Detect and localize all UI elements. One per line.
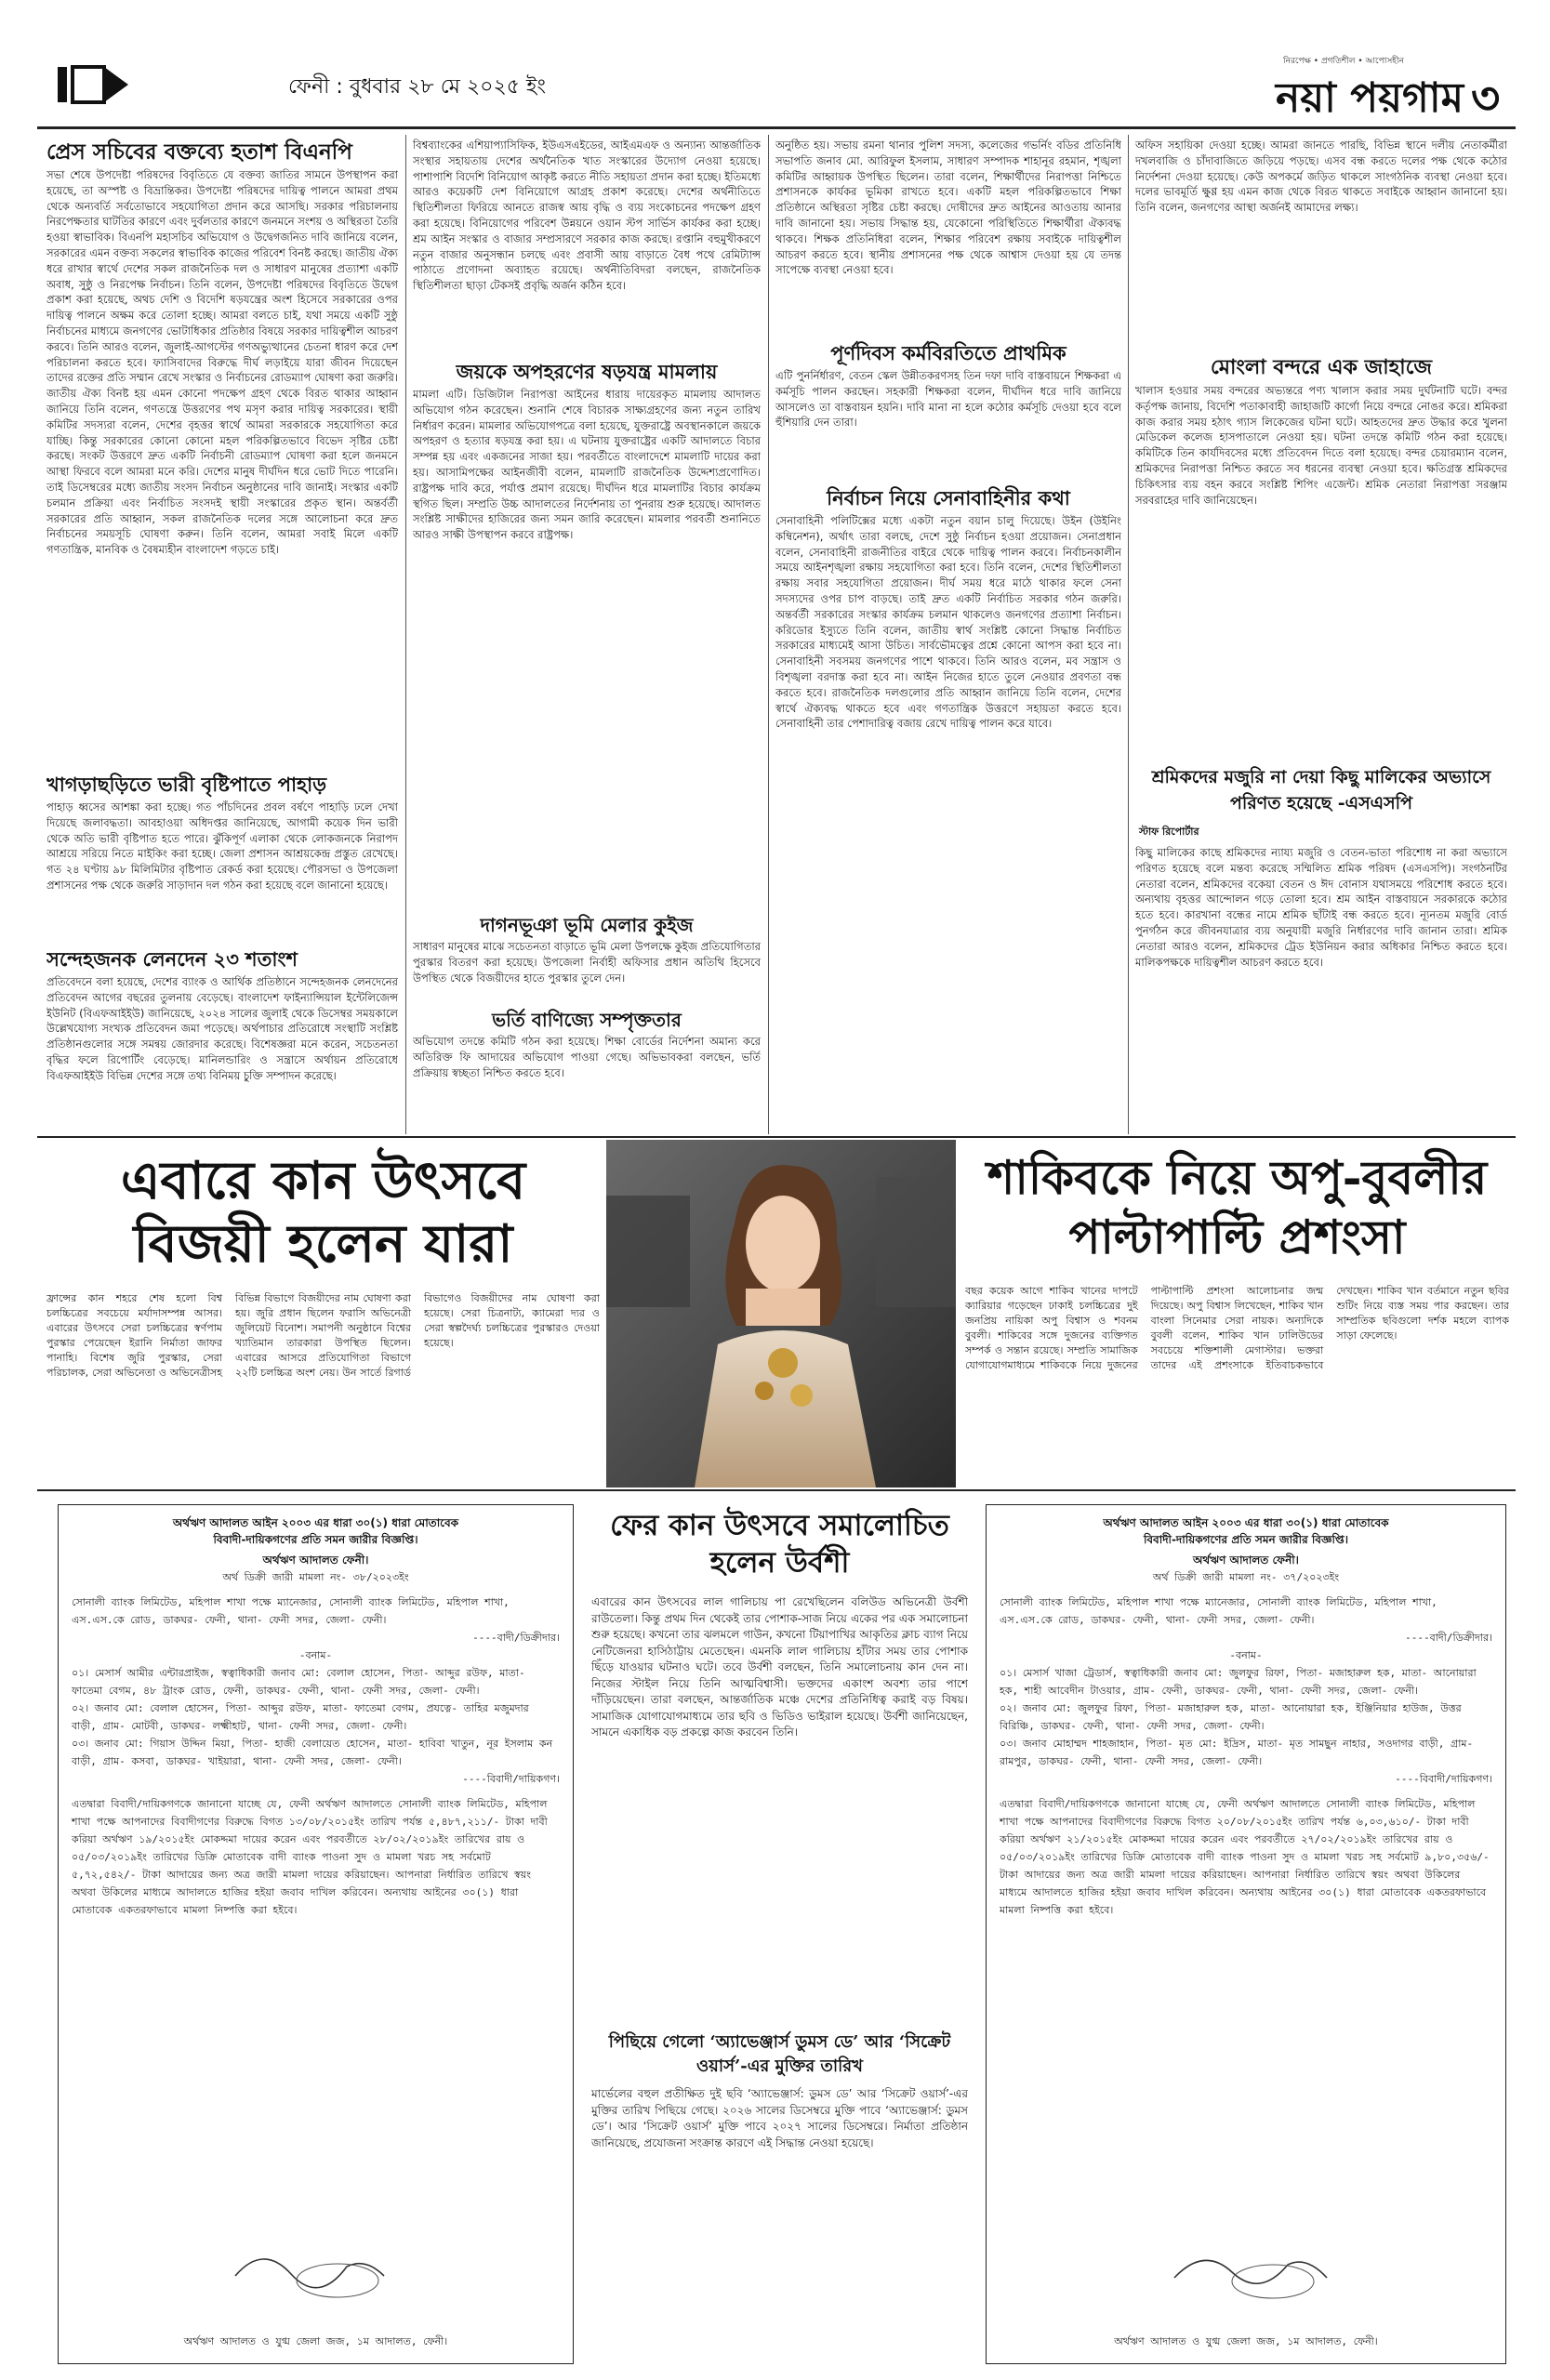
story-subheadline: পিছিয়ে গেলো ‘অ্যাভেঞ্জার্স ডুমস ডে’ আর ‘সিক্রেট ওয়ার্স’-এর মুক্তির তারিখ [608, 2032, 951, 2077]
notice-title: বিবাদী-দায়িকগণের প্রতি সমন জারীর বিজ্ঞপ্তি। [213, 1533, 418, 1546]
article-headline: প্রেস সচিবের বক্তব্যে হতাশ বিএনপি [46, 139, 352, 165]
article-byline: স্টাফ রিপোর্টার [1139, 826, 1199, 838]
article-body: খালাস হওয়ার সময় বন্দরের অভ্যন্তরে পণ্য খালাস করার সময় দুর্ঘটনাটি ঘটে। বন্দর কর্তৃপক্ষ জানায়, বিদেশি পতাকাবাহী জাহাজটি কার্গো নিয়ে বন্দরে নোঙর করে। শ্রমিকরা কাজ করার সময় হঠাৎ গ্যাস লিকেজের ঘটনা ঘটে। আহতদের দ্রুত উদ্ধার করে খুলনা মেডিকেল কলেজ হাসপাতালে নেওয়া হয়। ঘটনা তদন্তে কমিটি গঠন করা হয়েছে। কমিটিকে তিন কার্যদিবসের মধ্যে প্রতিবেদন দিতে বলা হয়েছে। বন্দর চেয়ারম্যান বলেন, শ্রমিকদের নিরাপত্তা নিশ্চিত করতে সব ধরনের ব্যবস্থা নেওয়া হবে। ক্ষতিগ্রস্ত শ্রমিকদের চিকিৎসার ব্যয় বহন করবে সংশ্লিষ্ট শিপিং এজেন্ট। শ্রমিক নেতারা নিরাপত্তা সরঞ্জাম সরবরাহের দাবি জানিয়েছেন। [1135, 384, 1507, 507]
article-headline: মোংলা বন্দরে এক জাহাজে [1210, 355, 1433, 379]
legal-notice [986, 1504, 1506, 2364]
article-headline: সন্দেহজনক লেনদেন ২৩ শতাংশ [46, 947, 298, 971]
notice-title: অর্থঋণ আদালত আইন ২০০৩ এর ধারা ৩০(১) ধারা মোতাবেক [172, 1516, 459, 1529]
urvashi-photo [606, 1140, 956, 1488]
article-headline: শ্রমিকদের মজুরি না দেয়া কিছু মালিকের অভ্যাসে পরিণত হয়েছে -এসএসপি [1151, 767, 1491, 813]
article-headline: জয়কে অপহরণের ষড়যন্ত্র মামলায় [456, 360, 718, 383]
article-body: এটি পুনর্নির্ধারণ, বেতন স্কেল উন্নীতকরণসহ তিন দফা দাবি বাস্তবায়নে শিক্ষকরা এ কর্মসূচি পালন করছেন। সহকারী শিক্ষকরা বলেন, দীর্ঘদিন ধরে দাবি জানিয়ে আসলেও তা বাস্তবায়ন হয়নি। দাবি মানা না হলে কঠোর কর্মসূচি দেওয়া হবে বলে হুঁশিয়ারি দেন তারা। [775, 369, 1121, 430]
defendant: ০২। জনাব মো: বেলাল হোসেন, পিতা- আব্দুর রউফ, মাতা- ফাতেমা বেগম, প্রযত্নে- তাহির মজুমদার বাড়ী, গ্রাম- মোটবী, ডাকঘর- লক্ষ্মীহাট, থানা- ফেনী সদর, জেলা- ফেনী। [72, 1702, 536, 1732]
signature-stamp [226, 2239, 412, 2304]
urvashi-story [591, 1504, 968, 2364]
article-body: পাহাড় ধ্বসের আশঙ্কা করা হচ্ছে। গত পাঁচদিনের প্রবল বর্ষণে পাহাড়ি ঢলে দেখা দিয়েছে জলাবদ্ধতা। আবহাওয়া অধিদপ্তর জানিয়েছে, আগামী কয়েক দিন ভারী থেকে অতি ভারী বৃষ্টিপাত হতে পারে। ঝুঁকিপূর্ণ এলাকা থেকে লোকজনকে নিরাপদ আশ্রয়ে সরিয়ে নিতে মাইকিং করা হচ্ছে। জেলা প্রশাসন আশ্রয়কেন্দ্র প্রস্তুত রেখেছে। গত ২৪ ঘণ্টায় ৯৮ মিলিমিটার বৃষ্টিপাত রেকর্ড করা হয়েছে। পৌরসভা ও উপজেলা প্রশাসনের পক্ষ থেকে জরুরি সাড়াদান দল গঠন করা হয়েছে বলে জানানো হয়েছে। [46, 800, 398, 892]
article-body: সেনাবাহিনী পলিটিক্সের মধ্যে একটা নতুন বয়ান চালু দিয়েছে। উইন (উইনিং কম্বিনেশন), অর্থাৎ তারা বলছে, দেশে সুষ্ঠু নির্বাচন হওয়া প্রয়োজন। সেনাপ্রধান বলেন, সেনাবাহিনী রাজনীতির বাইরে থেকে দায়িত্ব পালন করবে। নির্বাচনকালীন সময়ে আইনশৃঙ্খলা রক্ষায় সহযোগিতা করা হবে। তিনি বলেন, দেশের স্থিতিশীলতা রক্ষায় সবার সহযোগিতা প্রয়োজন। দীর্ঘ সময় ধরে মাঠে থাকার ফলে সেনা সদস্যদের ওপর চাপ বাড়ছে। তাই দ্রুত একটি নির্বাচিত সরকার গঠন জরুরি। অন্তর্বর্তী সরকারের সংস্কার কার্যক্রম চলমান থাকলেও জনগণের প্রত্যাশা নির্বাচন। করিডোর ইস্যুতে তিনি বলেন, জাতীয় স্বার্থ সংশ্লিষ্ট কোনো সিদ্ধান্ত নির্বাচিত সরকারের মাধ্যমেই আসা উচিত। সার্বভৌমত্বের প্রশ্নে কোনো আপস করা হবে না। সেনাবাহিনী সবসময় জনগণের পাশে থাকবে। তিনি আরও বলেন, মব সন্ত্রাস ও বিশৃঙ্খলা বরদাস্ত করা হবে না। আইন নিজের হাতে তুলে নেওয়ার প্রবণতা বন্ধ করতে হবে। রাজনৈতিক দলগুলোর প্রতি আহ্বান জানিয়ে তিনি বলেন, দেশের স্বার্থে ঐক্যবদ্ধ থাকতে হবে এবং গণতান্ত্রিক উত্তরণে সহায়তা করতে হবে। সেনাবাহিনী তার পেশাদারিত্ব বজায় রেখে দায়িত্ব পালন করে যাবে। [775, 514, 1121, 731]
feature-headline: পাল্টাপাল্টি প্রশংসা [1068, 1209, 1406, 1264]
case-number: অর্থ ডিক্রী জারী মামলা নং- ৩৭/২০২৩ইং [1152, 1571, 1340, 1583]
notice-title: অর্থঋণ আদালত আইন ২০০৩ এর ধারা ৩০(১) ধারা মোতাবেক [1103, 1516, 1389, 1529]
article-body: মামলা এটি। ডিজিটাল নিরাপত্তা আইনের ধারায় দায়েরকৃত মামলায় আদালত অভিযোগ গঠন করেছেন। শুনানি শেষে বিচারক সাক্ষ্যগ্রহণের জন্য নতুন তারিখ নির্ধারণ করেন। মামলার অভিযোগপত্রে বলা হয়েছে, যুক্তরাষ্ট্রে অবস্থানকালে জয়কে অপহরণ ও হত্যার ষড়যন্ত্র করা হয়। এ ঘটনায় যুক্তরাষ্ট্রের একটি আদালতে বিচার সম্পন্ন হয় এবং একজনের সাজা হয়। পরবর্তীতে বাংলাদেশে মামলাটি দায়ের করা হয়। আসামিপক্ষের আইনজীবী বলেন, মামলাটি রাজনৈতিক উদ্দেশ্যপ্রণোদিত। রাষ্ট্রপক্ষ দাবি করে, পর্যাপ্ত প্রমাণ রয়েছে। দীর্ঘদিন ধরে মামলাটির বিচার কার্যক্রম স্থগিত ছিল। সম্প্রতি উচ্চ আদালতের নির্দেশনায় তা পুনরায় শুরু হয়েছে। আদালত সংশ্লিষ্ট সাক্ষীদের হাজিরের জন্য সমন জারি করেছেন। মামলার পরবর্তী শুনানিতে আরও সাক্ষী উপস্থাপন করবে রাষ্ট্রপক্ষ। [413, 388, 761, 542]
defendant-tag: ----বিবাদী/দায়িকগণ। [462, 1773, 560, 1785]
news-column-1 [46, 138, 398, 1132]
page-date: ফেনী : বুধবার ২৮ মে ২০২৫ ইং [288, 75, 546, 99]
paper-tagline: নিরপেক্ষ • প্রগতিশীল • আপোসহীন [1283, 57, 1404, 66]
article-body: অনুষ্ঠিত হয়। সভায় রমনা থানার পুলিশ সদস্য, কলেজের গভর্নিং বডির প্রতিনিধি সভাপতি জনাব মো. আরিফুল ইসলাম, সাধারণ সম্পাদক শাহানূর রহমান, শৃঙ্খলা কমিটির আহ্বায়ক উপস্থিত ছিলেন। তারা বলেন, শিক্ষার্থীদের নিরাপত্তা নিশ্চিতে প্রশাসনকে কার্যকর ভূমিকা রাখতে হবে। একটি মহল পরিকল্পিতভাবে শিক্ষা প্রতিষ্ঠানে অস্থিরতা সৃষ্টির চেষ্টা করছে। দোষীদের দ্রুত আইনের আওতায় আনার দাবি জানানো হয়। সভায় সিদ্ধান্ত হয়, যেকোনো পরিস্থিতিতে শিক্ষার্থীরা ঐক্যবদ্ধ থাকবে। শিক্ষক প্রতিনিধিরা বলেন, শিক্ষার পরিবেশ রক্ষায় সবাইকে দায়িত্বশীল আচরণ করতে হবে। স্থানীয় প্রশাসনের পক্ষ থেকে আশ্বাস দেওয়া হয় যে তদন্ত সাপেক্ষে ব্যবস্থা নেওয়া হবে। [775, 139, 1121, 277]
notice-body: এতদ্বারা বিবাদী/দায়িকগণকে জানানো যাচ্ছে যে, ফেনী অর্থঋণ আদালতে সোনালী ব্যাংক লিমিটেড, মহিপাল শাখা পক্ষে আপনাদের বিবাদীগণের বিরুদ্ধে বিগত ১৩/০৮/২০১৫ইং তারিখ পর্যন্ত ৫,৪৮৭,২১১/- টাকা দাবী করিয়া অর্থঋণ ১৯/২০১৫ইং মোকদ্দমা দায়ের করেন এবং পরবর্তীতে ২৮/০২/২০১৯ইং তারিখের রায় ও ০৫/০৩/২০১৯ইং তারিখের ডিক্রি মোতাবেক বাদী ব্যাংক পাওনা সুদ ও মামলা খরচ সহ সর্বমোট ৫,৭২,৫৪২/- টাকা আদায়ের জন্য অত্র জারী মামলা দায়ের করিয়াছেন। আপনারা নির্ধারিত তারিখে স্বয়ং অথবা উকিলের মাধ্যমে আদালতে হাজির হইয়া জবাব দাখিল করিবেন। অন্যথায় আইনের ৩০(১) ধারা মোতাবেক একতরফাভাবে মামলা নিষ্পত্তি করা হইবে। [72, 1798, 554, 1916]
signature-stamp [1163, 2239, 1349, 2304]
feature-body: ফ্রান্সের কান শহরে শেষ হলো বিশ্ব চলচ্চিত্রের সবচেয়ে মর্যাদাসম্পন্ন আসর। এবারের উৎসবে সেরা চলচ্চিত্রের স্বর্ণপাম পুরস্কার পেয়েছেন ইরানি নির্মাতা জাফর পানাহি। বিশেষ জুরি পুরস্কার, সেরা পরিচালক, সেরা অভিনেতা ও অভিনেত্রীসহ বিভিন্ন বিভাগে বিজয়ীদের নাম ঘোষণা করা হয়। জুরি প্রধান ছিলেন ফরাসি অভিনেত্রী জুলিয়েট বিনোশ। সমাপনী অনুষ্ঠানে বিশ্বের খ্যাতিমান তারকারা উপস্থিত ছিলেন। এবারের আসরে প্রতিযোগিতা বিভাগে ২২টি চলচ্চিত্র অংশ নেয়। উন সার্তে রিগার্ড বিভাগেও বিজয়ীদের নাম ঘোষণা করা হয়েছে। সেরা চিত্রনাট্য, ক্যামেরা দ্যর ও সেরা স্বল্পদৈর্ঘ্য চলচ্চিত্রের পুরস্কারও দেওয়া হয়েছে। [46, 1291, 600, 1379]
legal-notice [58, 1504, 574, 2364]
versus: -বনাম- [1229, 1649, 1263, 1661]
article-body: প্রতিবেদনে বলা হয়েছে, দেশের ব্যাংক ও আর্থিক প্রতিষ্ঠানে সন্দেহজনক লেনদেনের প্রতিবেদন আগের বছরের তুলনায় বেড়েছে। বাংলাদেশ ফাইন্যান্সিয়াল ইন্টেলিজেন্স ইউনিট (বিএফআইইউ) জানিয়েছে, ২০২৪ সালের জুলাই থেকে ডিসেম্বর সময়কালে উল্লেখযোগ্য সংখ্যক প্রতিবেদন জমা পড়েছে। অর্থপাচার প্রতিরোধে সংস্থাটি সংশ্লিষ্ট প্রতিষ্ঠানগুলোর সঙ্গে সমন্বয় জোরদার করেছে। বিশেষজ্ঞরা মনে করেন, সচেতনতা বৃদ্ধির ফলে রিপোর্টিং বেড়েছে। মানিলন্ডারিং ও সন্ত্রাসে অর্থায়ন প্রতিরোধে বিএফআইইউ বিভিন্ন দেশের সঙ্গে তথ্য বিনিময় চুক্তি সম্পাদন করেছে। [46, 975, 398, 1082]
story-headline: ফের কান উৎসবে সমালোচিত [610, 1509, 949, 1542]
story-body: এবারের কান উৎসবের লাল গালিচায় পা রেখেছিলেন বলিউড অভিনেত্রী উর্বশী রাউতেলা। কিন্তু প্রথম দিন থেকেই তার পোশাক-সাজ নিয়ে একের পর এক সমালোচনা শুরু হয়েছে। কখনো তার ঝলমলে গাউন, কখনো টিয়াপাখির আকৃতির ক্লাচ ব্যাগ নিয়ে নেটিজেনরা হাসিঠাট্টায় মেতেছেন। এমনকি লাল গালিচায় হাঁটার সময় তার পোশাক ছিঁড়ে যাওয়ার ঘটনাও ঘটে। তবে উর্বশী বলছেন, তিনি সমালোচনায় কান দেন না। নিজের স্টাইল নিয়ে তিনি আত্মবিশ্বাসী। ভক্তদের একাংশ অবশ্য তার পাশে দাঁড়িয়েছেন। তারা বলছেন, আন্তর্জাতিক মঞ্চে দেশের প্রতিনিধিত্ব করাই বড় বিষয়। সামাজিক যোগাযোগমাধ্যমে তার ছবি ও ভিডিও ভাইরাল হয়েছে। উর্বশী জানিয়েছেন, সামনে একাধিক বড় প্রকল্পে কাজ করবেন তিনি। [591, 1595, 968, 1739]
paper-name: নয়া পয়গাম [1276, 74, 1464, 122]
plaintiff: সোনালী ব্যাংক লিমিটেড, মহিপাল শাখা পক্ষে ম্যানেজার, সোনালী ব্যাংক লিমিটেড, মহিপাল শাখা, এস.এস.কে রোড, ডাকঘর- ফেনী, থানা- ফেনী সদর, জেলা- ফেনী। [72, 1596, 516, 1626]
defendant: ০২। জনাব মো: জুলফুর রিফা, পিতা- মজাহারুল হক, মাতা- আনোয়ারা হক, ইঞ্জিনিয়ার হাউজ, উত্তর বিরিঞ্চি, ডাকঘর- ফেনী, থানা- ফেনী সদর, জেলা- ফেনী। [1000, 1702, 1468, 1732]
defendant: ০৩। জনাব মো: গিয়াস উদ্দিন মিয়া, পিতা- হাজী বেলায়েত হোসেন, মাতা- হাবিবা খাতুন, নূর ইসলাম কন বাড়ী, গ্রাম- কসবা, ডাকঘর- খাইয়ারা, থানা- ফেনী সদর, জেলা- ফেনী। [72, 1738, 559, 1767]
news-column-3 [775, 138, 1121, 1132]
article-headline: দাগনভূঞা ভূমি মেলার কুইজ [480, 914, 694, 936]
page-number: ৩ [1471, 73, 1501, 125]
plaintiff-tag: ----বাদী/ডিক্রীদার। [1405, 1632, 1492, 1644]
versus: -বনাম- [298, 1649, 333, 1661]
article-body: বিশ্বব্যাংকের এশিয়াপ্যাসিফিক, ইউএসএইডের, আইএমএফ ও অন্যান্য আন্তর্জাতিক সংস্থার সহায়তায় দেশের অর্থনৈতিক খাত সংস্কারের উদ্যোগ নেওয়া হয়েছে। পাশাপাশি বিদেশি বিনিয়োগ আকৃষ্ট করতে নীতি সহায়তা প্রদান করা হচ্ছে। ইতিমধ্যে আরও কয়েকটি দেশ বিনিয়োগে আগ্রহ প্রকাশ করেছে। দেশের অর্থনীতিতে স্থিতিশীলতা ফিরিয়ে আনতে রাজস্ব আয় বৃদ্ধি ও ব্যয় সংকোচনের পদক্ষেপ গ্রহণ করা হয়েছে। বিনিয়োগের পরিবেশ উন্নয়নে ওয়ান স্টপ সার্ভিস কার্যকর করা হচ্ছে। শ্রম আইন সংস্কার ও বাজার সম্প্রসারণে সরকার কাজ করছে। রপ্তানি বহুমুখীকরণে নতুন বাজার অনুসন্ধান চলছে এবং প্রবাসী আয় বাড়াতে বৈধ পথে রেমিট্যান্স পাঠাতে প্রণোদনা অব্যাহত রয়েছে। অর্থনীতিবিদরা বলছেন, রাজনৈতিক স্থিতিশীলতা ছাড়া টেকসই প্রবৃদ্ধি অর্জন কঠিন হবে। [413, 139, 761, 293]
article-headline: ভর্তি বাণিজ্যে সম্পৃক্ততার [492, 1009, 682, 1031]
column-divider [405, 135, 406, 1134]
story-body: মার্ভেলের বহুল প্রতীক্ষিত দুই ছবি ‘অ্যাভেঞ্জার্স: ডুমস ডে’ আর ‘সিক্রেট ওয়ার্স’-এর মুক্তির তারিখ পিছিয়ে গেছে। ২০২৬ সালের ডিসেম্বরে মুক্তি পাবে ‘অ্যাভেঞ্জার্স: ডুমস ডে’। আর ‘সিক্রেট ওয়ার্স’ মুক্তি পাবে ২০২৭ সালের ডিসেম্বরে। নির্মাতা প্রতিষ্ঠান জানিয়েছে, প্রযোজনা সংক্রান্ত কারণে এই সিদ্ধান্ত নেওয়া হয়েছে। [591, 2087, 968, 2149]
article-headline: নির্বাচন নিয়ে সেনাবাহিনীর কথা [827, 486, 1070, 509]
signature-caption: অর্থঋণ আদালত ও যুগ্ম জেলা জজ, ১ম আদালত, ফেনী। [1114, 2335, 1378, 2347]
news-column-2 [413, 138, 761, 1132]
nav-arrow-icon [58, 65, 132, 104]
defendant: ০১। মেসার্স খাজা ট্রেডার্স, স্বত্বাধিকারী জনাব মো: জুলফুর রিফা, পিতা- মজাহারুল হক, মাতা- আনোয়ারা হক, শাহী আবেদীন টাওয়ার, গ্রাম- ফেনী, ডাকঘর- ফেনী, থানা- ফেনী সদর, জেলা- ফেনী। [1000, 1667, 1483, 1697]
defendant-tag: ----বিবাদী/দায়িকগণ। [1395, 1773, 1492, 1785]
notice-title: বিবাদী-দায়িকগণের প্রতি সমন জারীর বিজ্ঞপ্তি। [1143, 1533, 1349, 1546]
column-divider [1128, 135, 1129, 1134]
defendant: ০১। মেসার্স আমীর এন্টারপ্রাইজ, স্বত্বাধিকারী জনাব মো: বেলাল হোসেন, পিতা- আব্দুর রউফ, মাতা- ফাতেমা বেগম, ৪৮ ট্রাংক রোড, ফেনী, ডাকঘর- ফেনী, থানা- ফেনী সদর, জেলা- ফেনী। [72, 1667, 532, 1697]
plaintiff-tag: ----বাদী/ডিক্রীদার। [472, 1632, 560, 1644]
feature-shakib [965, 1145, 1509, 1484]
section-rule [37, 1489, 1516, 1491]
article-body: অফিস সহায়িকা দেওয়া হচ্ছে। আমরা জানতে পারছি, বিভিন্ন স্থানে দলীয় নেতাকর্মীরা দখলবাজি ও চাঁদাবাজিতে জড়িয়ে পড়ছে। এসব বন্ধ করতে দলের পক্ষ থেকে কঠোর নির্দেশনা দেওয়া হয়েছে। কেউ অপকর্মে জড়িত থাকলে সাংগঠনিক ব্যবস্থা নেওয়া হবে। দলের ভাবমূর্তি ক্ষুণ্ণ হয় এমন কাজ থেকে বিরত থাকতে সবাইকে আহ্বান জানানো হয়। তিনি বলেন, জনগণের আস্থা অর্জনই আমাদের লক্ষ্য। [1135, 139, 1507, 215]
article-headline: খাগড়াছড়িতে ভারী বৃষ্টিপাতে পাহাড় [46, 773, 327, 796]
feature-headline: বিজয়ী হলেন যারা [133, 1213, 513, 1276]
case-number: অর্থ ডিক্রী জারী মামলা নং- ৩৮/২০২৩ইং [222, 1571, 409, 1583]
article-body: কিছু মালিকের কাছে শ্রমিকদের ন্যায্য মজুরি ও বেতন-ভাতা পরিশোধ না করা অভ্যাসে পরিণত হয়েছে বলে মন্তব্য করেছে সম্মিলিত শ্রমিক পরিষদ (এসএসপি)। সংগঠনটির নেতারা বলেন, শ্রমিকদের বকেয়া বেতন ও ঈদ বোনাস যথাসময়ে পরিশোধ করতে হবে। অন্যথায় বৃহত্তর আন্দোলন গড়ে তোলা হবে। শ্রম আইন বাস্তবায়নে সরকারকে কঠোর হতে হবে। কারখানা বন্ধের নামে শ্রমিক ছাঁটাই বন্ধ করতে হবে। ন্যূনতম মজুরি বোর্ড পুনর্গঠন করে জীবনযাত্রার ব্যয় অনুযায়ী মজুরি নির্ধারণের দাবি জানান তারা। শ্রমিক নেতারা আরও বলেন, শ্রমিকদের ট্রেড ইউনিয়ন করার অধিকার নিশ্চিত করতে হবে। মালিকপক্ষকে দায়িত্বশীল আচরণ করতে হবে। [1135, 846, 1507, 969]
feature-headline: শাকিবকে নিয়ে অপু-বুবলীর [987, 1150, 1488, 1205]
defendant: ০৩। জনাব মোহাম্মদ শাহজাহান, পিতা- মৃত মো: ইদ্রিস, মাতা- মৃত সামছুন নাহার, সওদাগর বাড়ী, গ্রাম- রামপুর, ডাকঘর- ফেনী, থানা- ফেনী সদর, জেলা- ফেনী। [1000, 1738, 1479, 1767]
paper-logo [1265, 50, 1516, 125]
article-headline: পূর্ণদিবস কর্মবিরতিতে প্রাথমিক [830, 341, 1066, 364]
masthead-rule [37, 126, 1516, 129]
feature-body: বছর কয়েক আগে শাকিব খানের দাপটে ক্যারিয়ার গড়েছেন ঢাকাই চলচ্চিত্রের দুই জনপ্রিয় নায়িকা অপু বিশ্বাস ও শবনম বুবলী। শাকিবের সঙ্গে দুজনের ব্যক্তিগত সম্পর্ক ও সন্তান রয়েছে। সম্প্রতি সামাজিক যোগাযোগমাধ্যমে শাকিবকে নিয়ে দুজনের পাল্টাপাল্টি প্রশংসা আলোচনার জন্ম দিয়েছে। অপু বিশ্বাস লিখেছেন, শাকিব খান বাংলা সিনেমার সেরা নায়ক। অন্যদিকে বুবলী বলেন, শাকিব খান ঢালিউডের সবচেয়ে শক্তিশালী মেগাস্টার। ভক্তরা তাদের এই প্রশংসাকে ইতিবাচকভাবে দেখছেন। শাকিব খান বর্তমানে নতুন ছবির শুটিং নিয়ে ব্যস্ত সময় পার করছেন। তার সাম্প্রতিক ছবিগুলো দর্শক মহলে ব্যাপক সাড়া ফেলেছে। [965, 1285, 1509, 1371]
court-name: অর্থঋণ আদালত ফেনী। [1193, 1554, 1299, 1567]
section-rule [37, 1136, 1516, 1138]
notice-body: এতদ্বারা বিবাদী/দায়িকগণকে জানানো যাচ্ছে যে, ফেনী অর্থঋণ আদালতে সোনালী ব্যাংক লিমিটেড, মহিপাল শাখা পক্ষে আপনাদের বিবাদীগণের বিরুদ্ধে বিগত ২০/০৮/২০১৫ইং তারিখ পর্যন্ত ৬,০৩,৬১০/- টাকা দাবী করিয়া অর্থঋণ ২১/২০১৫ইং মোকদ্দমা দায়ের করেন এবং পরবর্তীতে ২৭/০২/২০১৯ইং তারিখের রায় ও ০৫/০৩/২০১৯ইং তারিখের ডিক্রি মোতাবেক বাদী ব্যাংক পাওনা সুদ ও মামলা খরচ সহ সর্বমোট ৯,৮০,৩৫৬/- টাকা আদায়ের জন্য অত্র জারী মামলা দায়ের করিয়াছেন। আপনারা নির্ধারিত তারিখে স্বয়ং অথবা উকিলের মাধ্যমে আদালতে হাজির হইয়া জবাব দাখিল করিবেন। অন্যথায় আইনের ৩০(১) ধারা মোতাবেক একতরফাভাবে মামলা নিষ্পত্তি করা হইবে। [1000, 1798, 1496, 1916]
news-column-4 [1135, 138, 1507, 1132]
signature-caption: অর্থঋণ আদালত ও যুগ্ম জেলা জজ, ১ম আদালত, ফেনী। [183, 2335, 448, 2347]
feature-headline: এবারে কান উৎসবে [120, 1150, 526, 1211]
article-body: সাধারণ মানুষের মাঝে সচেতনতা বাড়াতে ভূমি মেলা উপলক্ষে কুইজ প্রতিযোগিতার পুরস্কার বিতরণ করা হয়েছে। উপজেলা নির্বাহী অফিসার প্রধান অতিথি হিসেবে উপস্থিত থেকে বিজয়ীদের হাতে পুরস্কার তুলে দেন। [413, 940, 761, 985]
article-body: সভা শেষে উপদেষ্টা পরিষদের বিবৃতিতে যে বক্তব্য জাতির সামনে উপস্থাপন করা হয়েছে, তা অস্পষ্ট ও বিভ্রান্তিকর। উপদেষ্টা পরিষদের দায়িত্ব পালনে আমরা প্রথম থেকে অন্যবর্তি সর্বতোভাবে সহযোগিতা প্রদান করে আসছি। সরকার পরিচালনায় নিরপেক্ষতার ঘাটতির কারণে এবং দুর্বলতার কারণে জনমনে সংশয় ও অস্থিরতা তৈরি হওয়া স্বাভাবিক। বিএনপি মহাসচিব অভিযোগ ও উদ্বেগজনিত দাবি জানিয়ে বলেন, সরকারের এমন বক্তব্য সকলের স্বাভাবিক কাজের পরিবেশ বিনষ্ট করছে। জাতীয় ঐক্য ধরে রাখার স্বার্থে দেশের সকল রাজনৈতিক দল ও সাধারণ মানুষের প্রত্যাশা একটি অবাধ, সুষ্ঠু ও নিরপেক্ষ নির্বাচন। তিনি বলেন, উপদেষ্টা পরিষদের বিবৃতিতে উদ্বেগ প্রকাশ করা হয়েছে, অথচ দেশি ও বিদেশি ষড়যন্ত্রের অংশ হিসেবে সরকারের ওপর দায়িত্ব পালনে অক্ষম করে তোলা হচ্ছে। আমরা বলতে চাই, যথা সময়ে একটি সুষ্ঠু নির্বাচনের মাধ্যমে জনগণের ভোটাধিকার প্রতিষ্ঠার বিষয়ে সরকার দায়িত্বশীল আচরণ করবে। তিনি আরও বলেন, জুলাই-আগস্টের গণঅভ্যুত্থানের চেতনা ধারণ করে দেশ পরিচালনা করতে হবে। ফ্যাসিবাদের বিরুদ্ধে দীর্ঘ লড়াইয়ে যারা জীবন দিয়েছেন তাদের রক্তের প্রতি সম্মান রেখে সংস্কার ও নির্বাচনের রোডম্যাপ ঘোষণা করা জরুরি। জাতীয় ঐক্য বিনষ্ট হয় এমন কোনো পদক্ষেপ গ্রহণ থেকে বিরত থাকার আহ্বান জানিয়ে তিনি বলেন, গণতন্ত্রে উত্তরণের পথ মসৃণ করার দায়িত্ব সরকারের। স্থায়ী কমিটির সদস্যরা বলেন, দেশের বৃহত্তর স্বার্থে আমরা সরকারকে সহযোগিতা করে যাচ্ছি। কিন্তু সরকারের কোনো কোনো মহল পরিকল্পিতভাবে বিভেদ সৃষ্টির চেষ্টা করছে। সংকট উত্তরণে দ্রুত একটি নির্বাচনী রোডম্যাপ ঘোষণা করা হলে জনমনে আস্থা ফিরবে বলে আমরা মনে করি। দেশের মানুষ দীর্ঘদিন ধরে ভোট দিতে পারেনি। তাই ডিসেম্বরের মধ্যে জাতীয় সংসদ নির্বাচন অনুষ্ঠানের দাবি জানাই। সংস্কার একটি চলমান প্রক্রিয়া এবং নির্বাচিত সংসদই স্থায়ী সংস্কারের প্রকৃত স্থান। অন্তর্বর্তী সরকারের প্রতি আহ্বান, সকল রাজনৈতিক দলের সঙ্গে আলোচনা করে দ্রুত নির্বাচনের সময়সূচি ঘোষণা করুন। তিনি বলেন, আমরা সবাই মিলে একটি গণতান্ত্রিক, মানবিক ও বৈষম্যহীন বাংলাদেশ গড়তে চাই। [46, 168, 398, 557]
court-name: অর্থঋণ আদালত ফেনী। [262, 1554, 369, 1567]
column-divider [768, 135, 769, 1134]
feature-cannes-winners [46, 1145, 600, 1484]
masthead [37, 48, 1516, 141]
plaintiff: সোনালী ব্যাংক লিমিটেড, মহিপাল শাখা পক্ষে ম্যানেজার, সোনালী ব্যাংক লিমিটেড, মহিপাল শাখা, এস.এস.কে রোড, ডাকঘর- ফেনী, থানা- ফেনী সদর, জেলা- ফেনী। [1000, 1596, 1444, 1626]
article-body: অভিযোগ তদন্তে কমিটি গঠন করা হয়েছে। শিক্ষা বোর্ডের নির্দেশনা অমান্য করে অতিরিক্ত ফি আদায়ের অভিযোগ পাওয়া গেছে। অভিভাবকরা বলছেন, ভর্তি প্রক্রিয়ায় স্বচ্ছতা নিশ্চিত করতে হবে। [413, 1035, 761, 1079]
story-headline: হলেন উর্বশী [709, 1545, 850, 1580]
